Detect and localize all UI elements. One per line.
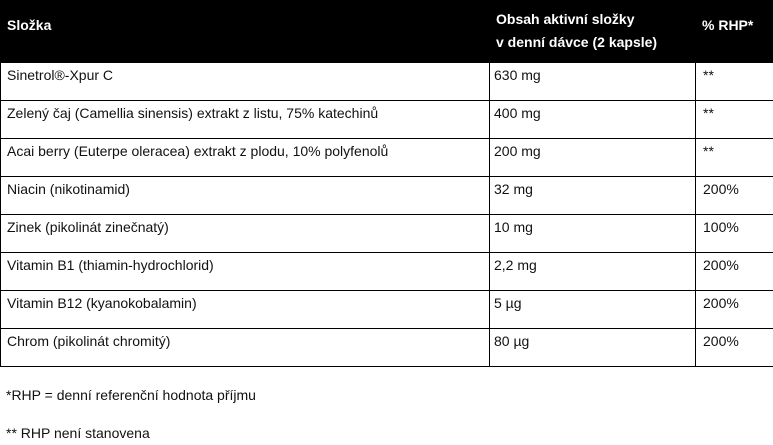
header-row (1, 1, 773, 63)
footnote-not-established: ** RHP není stanovena (6, 425, 150, 441)
table-row (1, 101, 773, 139)
table-body (1, 63, 773, 367)
table-row (1, 215, 773, 253)
cell-amount: 630 mg (490, 63, 696, 101)
cell-rhp: ** (696, 101, 773, 139)
cell-amount: 32 mg (490, 177, 696, 215)
cell-rhp: 200% (696, 329, 773, 367)
cell-amount: 2,2 mg (490, 253, 696, 291)
header-rhp: % RHP* (696, 1, 773, 63)
cell-rhp: ** (696, 139, 773, 177)
cell-ingredient: Sinetrol®-Xpur C (1, 63, 490, 101)
table-row (1, 139, 773, 177)
table-row (1, 63, 773, 101)
header-ingredient: Složka (1, 1, 490, 63)
cell-amount: 5 µg (490, 291, 696, 329)
footnote-rhp-definition: *RHP = denní referenční hodnota příjmu (6, 387, 256, 403)
cell-ingredient: Chrom (pikolinát chromitý) (1, 329, 490, 367)
cell-amount: 200 mg (490, 139, 696, 177)
table-row (1, 329, 773, 367)
table-row (1, 253, 773, 291)
cell-ingredient: Vitamin B12 (kyanokobalamin) (1, 291, 490, 329)
cell-rhp: ** (696, 63, 773, 101)
header-amount (490, 1, 696, 63)
footnotes (6, 385, 256, 443)
header-amount-line2: v denní dávce (2 kapsle) (496, 34, 658, 50)
cell-rhp: 200% (696, 253, 773, 291)
cell-rhp: 200% (696, 291, 773, 329)
cell-ingredient: Vitamin B1 (thiamin-hydrochlorid) (1, 253, 490, 291)
table-row (1, 177, 773, 215)
cell-ingredient: Niacin (nikotinamid) (1, 177, 490, 215)
cell-rhp: 200% (696, 177, 773, 215)
header-amount-line1: Obsah aktivní složky (496, 11, 635, 27)
table-row (1, 291, 773, 329)
cell-rhp: 100% (696, 215, 773, 253)
cell-ingredient: Zelený čaj (Camellia sinensis) extrakt z listu, 75% katechinů (1, 101, 490, 139)
cell-ingredient: Acai berry (Euterpe oleracea) extrakt z plodu, 10% polyfenolů (1, 139, 490, 177)
cell-amount: 10 mg (490, 215, 696, 253)
table-header (1, 1, 773, 63)
cell-amount: 400 mg (490, 101, 696, 139)
cell-ingredient: Zinek (pikolinát zinečnatý) (1, 215, 490, 253)
cell-amount: 80 µg (490, 329, 696, 367)
